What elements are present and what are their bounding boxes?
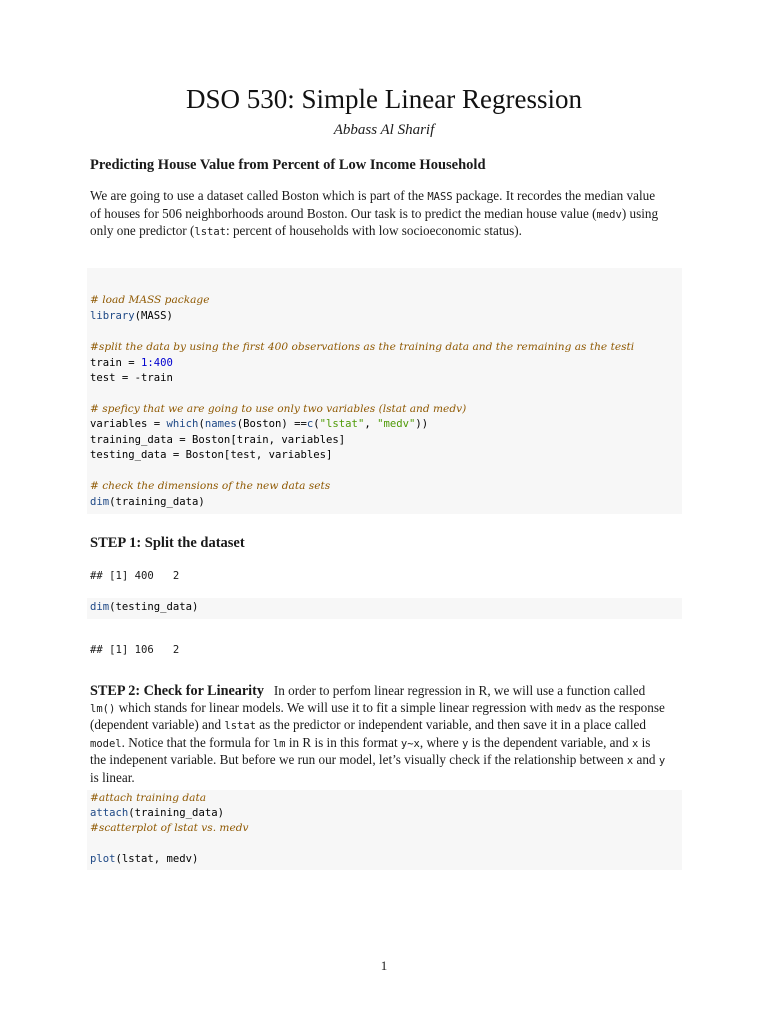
code-line: test = -train — [90, 372, 173, 384]
code-comment: # speficy that we are going to use only two variables (lstat and medv) — [90, 403, 467, 415]
step2-line-6: is linear. — [90, 769, 135, 785]
intro-line-2: of houses for 506 neighborhoods around Boston. Our task is to predict the median house value (medv) using — [90, 205, 659, 221]
document-title: DSO 530: Simple Linear Regression — [186, 84, 582, 114]
code-line: library(MASS) — [90, 310, 173, 322]
step2-line-2: lm() which stands for linear models. We will use it to fit a simple linear regression with medv as the response — [90, 699, 665, 715]
intro-line-1: We are going to use a dataset called Boston which is part of the MASS package. It recordes the median value — [90, 188, 656, 203]
code-output: ## [1] 106 2 — [90, 644, 180, 656]
code-line: attach(training_data) — [90, 807, 224, 819]
code-line: variables = which(names(Boston) ==c("lstat", "medv")) — [90, 418, 429, 430]
step2-paragraph — [90, 683, 680, 786]
code-block-2 — [87, 598, 682, 619]
code-line: dim(training_data) — [90, 496, 205, 508]
step2-line-5: the indepenent variable. But before we run our model, let’s visually check if the relationship between x and y — [90, 752, 666, 768]
code-line: train = 1:400 — [90, 357, 173, 369]
page-number: 1 — [380, 958, 388, 973]
code-comment: # check the dimensions of the new data sets — [90, 480, 331, 492]
intro-line-3: only one predictor (lstat: percent of households with low socioeconomic status). — [90, 223, 522, 239]
code-block-1 — [87, 268, 682, 514]
step1-heading: STEP 1: Split the dataset — [90, 535, 245, 551]
step2-line-4: model. Notice that the formula for lm in R is in this format y~x, where y is the dependent variable, and x is — [90, 734, 651, 750]
step2-line-1: STEP 2: Check for Linearity In order to perfom linear regression in R, we will use a function called — [90, 683, 646, 699]
step2-line-3: (dependent variable) and lstat as the predictor or independent variable, and then save it in a place called — [90, 717, 646, 733]
code-comment: # load MASS package — [90, 294, 210, 306]
code-line: testing_data = Boston[test, variables] — [90, 449, 333, 461]
code-output: ## [1] 400 2 — [90, 570, 180, 582]
code-line: training_data = Boston[train, variables] — [90, 434, 346, 446]
intro-paragraph — [90, 188, 680, 241]
code-block-3 — [87, 790, 682, 870]
code-line: dim(testing_data) — [90, 601, 199, 613]
code-comment: #attach training data — [90, 792, 207, 804]
code-comment: #scatterplot of lstat vs. medv — [90, 822, 249, 834]
code-line: plot(lstat, medv) — [90, 853, 199, 865]
section-heading: Predicting House Value from Percent of Low Income Household — [90, 157, 486, 173]
code-comment: #split the data by using the first 400 observations as the training data and the remaining as the testi — [90, 341, 635, 353]
document-author: Abbass Al Sharif — [333, 122, 435, 138]
step2-heading: STEP 2: Check for Linearity — [90, 683, 264, 699]
